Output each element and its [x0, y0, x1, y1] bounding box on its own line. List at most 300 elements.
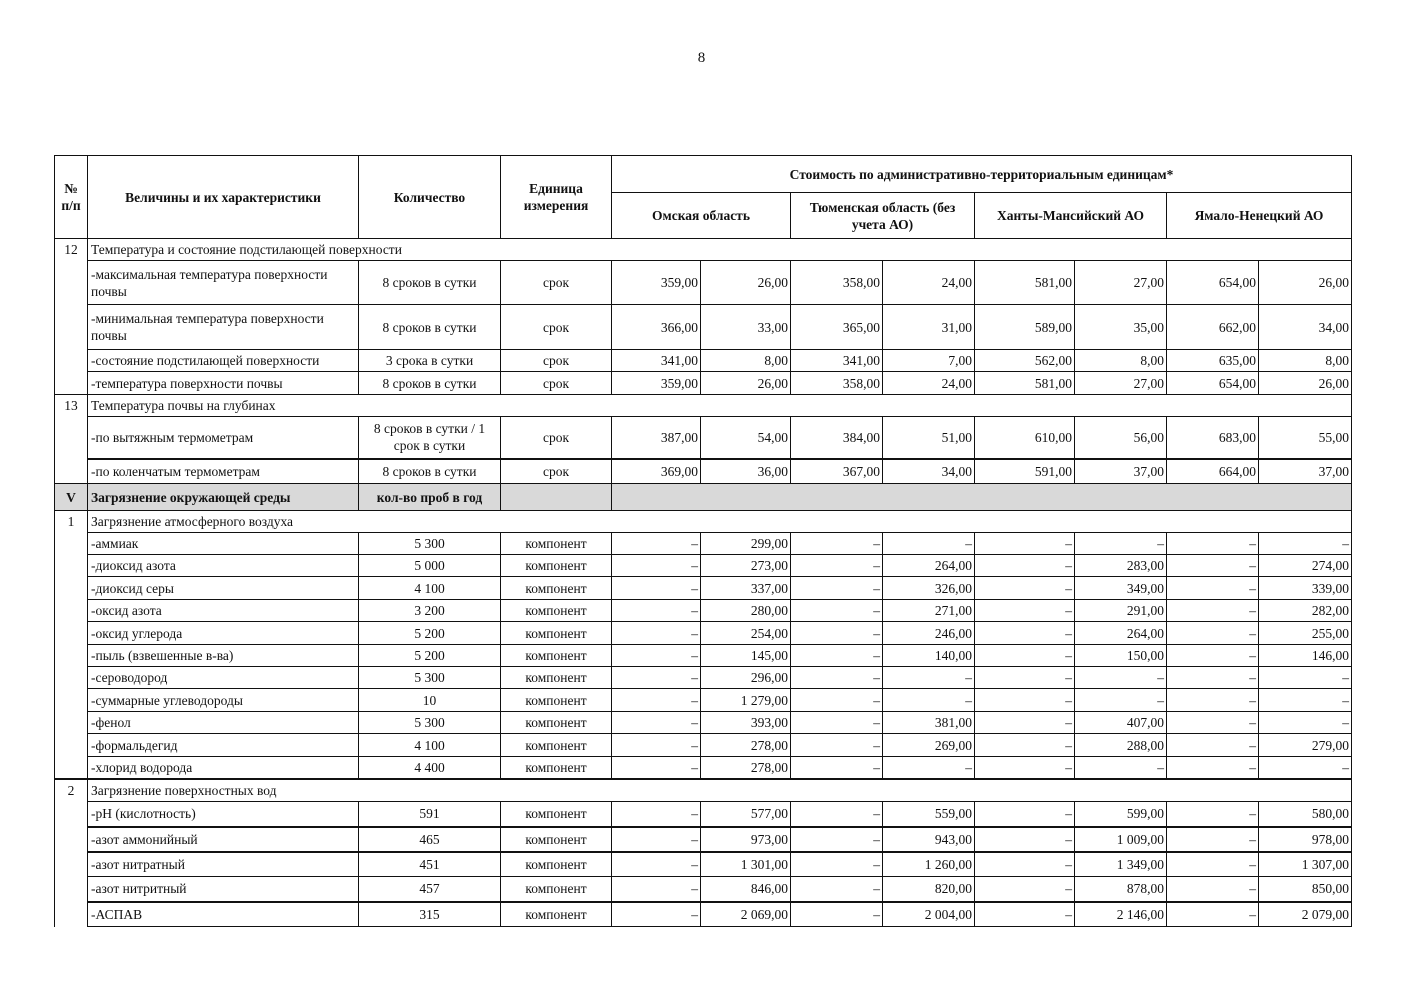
- cost-value: 282,00: [1259, 600, 1352, 622]
- table-row: [55, 757, 1352, 779]
- cost-value: 610,00: [975, 417, 1075, 459]
- unit: компонент: [501, 802, 612, 827]
- cost-value: 150,00: [1075, 645, 1167, 667]
- header-name: Величины и их характеристики: [88, 156, 359, 239]
- cost-value: 34,00: [1259, 305, 1352, 350]
- number-cell-empty: [55, 734, 88, 757]
- cost-value: 51,00: [883, 417, 975, 459]
- cost-value: 274,00: [1259, 555, 1352, 577]
- quantity: 5 300: [359, 667, 501, 689]
- cost-value: –: [791, 712, 883, 734]
- characteristic-name: -диоксид азота: [88, 555, 359, 577]
- cost-value: 973,00: [701, 827, 791, 852]
- cost-value: –: [1167, 802, 1259, 827]
- cost-value: 366,00: [612, 305, 701, 350]
- cost-value: –: [975, 533, 1075, 555]
- number-cell-empty: [55, 577, 88, 600]
- cost-value: –: [791, 577, 883, 600]
- number-cell-empty: [55, 555, 88, 577]
- cost-value: –: [883, 757, 975, 779]
- cost-value: 35,00: [1075, 305, 1167, 350]
- cost-value: –: [1167, 577, 1259, 600]
- table-row: [55, 417, 1352, 459]
- cost-value: 2 069,00: [701, 902, 791, 927]
- unit: компонент: [501, 757, 612, 779]
- cost-value: 288,00: [1075, 734, 1167, 757]
- cost-value: –: [612, 667, 701, 689]
- characteristic-name: -формальдегид: [88, 734, 359, 757]
- cost-value: –: [1259, 689, 1352, 712]
- table-row: [55, 827, 1352, 852]
- cost-value: 1 279,00: [701, 689, 791, 712]
- cost-value: –: [612, 757, 701, 779]
- table-row: [55, 600, 1352, 622]
- cost-value: 850,00: [1259, 877, 1352, 902]
- empty-cell: [612, 484, 1352, 511]
- cost-value: 7,00: [883, 350, 975, 372]
- cost-value: 599,00: [1075, 802, 1167, 827]
- unit: компонент: [501, 600, 612, 622]
- cost-value: 145,00: [701, 645, 791, 667]
- unit: компонент: [501, 902, 612, 927]
- table-row: [55, 877, 1352, 902]
- cost-value: –: [612, 877, 701, 902]
- cost-value: –: [612, 577, 701, 600]
- cost-value: 846,00: [701, 877, 791, 902]
- unit: срок: [501, 305, 612, 350]
- cost-value: –: [975, 712, 1075, 734]
- header-cost-group: Стоимость по административно-территориальным единицам*: [612, 156, 1352, 193]
- cost-value: 341,00: [612, 350, 701, 372]
- cost-value: –: [1259, 533, 1352, 555]
- unit: срок: [501, 372, 612, 395]
- characteristic-name: -диоксид серы: [88, 577, 359, 600]
- quantity: 10: [359, 689, 501, 712]
- quantity: 8 сроков в сутки: [359, 261, 501, 305]
- cost-value: 26,00: [1259, 372, 1352, 395]
- cost-value: –: [1167, 712, 1259, 734]
- cost-value: –: [791, 533, 883, 555]
- number-cell-empty: [55, 802, 88, 827]
- number-cell-empty: [55, 417, 88, 459]
- table-row: [55, 712, 1352, 734]
- table-row: [55, 305, 1352, 350]
- characteristic-name: -максимальная температура поверхности почвы: [88, 261, 359, 305]
- cost-value: –: [1075, 757, 1167, 779]
- number-cell-empty: [55, 533, 88, 555]
- cost-value: 1 301,00: [701, 852, 791, 877]
- cost-value: –: [1167, 600, 1259, 622]
- characteristic-name: -по коленчатым термометрам: [88, 459, 359, 484]
- number-cell-empty: [55, 667, 88, 689]
- cost-value: –: [612, 852, 701, 877]
- cost-value: –: [975, 852, 1075, 877]
- characteristic-name: -по вытяжным термометрам: [88, 417, 359, 459]
- unit: срок: [501, 261, 612, 305]
- quantity: 457: [359, 877, 501, 902]
- cost-value: –: [1167, 877, 1259, 902]
- header-region-khmao: Ханты-Мансийский АО: [975, 193, 1167, 239]
- quantity: 4 100: [359, 577, 501, 600]
- cost-value: 943,00: [883, 827, 975, 852]
- cost-value: 381,00: [883, 712, 975, 734]
- cost-value: –: [1167, 852, 1259, 877]
- cost-value: –: [612, 645, 701, 667]
- cost-value: 2 004,00: [883, 902, 975, 927]
- table-row: [55, 802, 1352, 827]
- characteristic-name: -оксид азота: [88, 600, 359, 622]
- cost-value: 56,00: [1075, 417, 1167, 459]
- table-row: [55, 645, 1352, 667]
- cost-value: 271,00: [883, 600, 975, 622]
- section-row-sV: [55, 484, 1352, 511]
- characteristic-name: -азот аммонийный: [88, 827, 359, 852]
- cost-value: 878,00: [1075, 877, 1167, 902]
- cost-value: –: [791, 902, 883, 927]
- cost-value: 255,00: [1259, 622, 1352, 645]
- number-cell-empty: [55, 757, 88, 779]
- cost-value: 278,00: [701, 757, 791, 779]
- number-cell-empty: [55, 645, 88, 667]
- section-title: Загрязнение поверхностных вод: [88, 779, 1352, 802]
- table-row: [55, 372, 1352, 395]
- table-row: [55, 261, 1352, 305]
- cost-value: 365,00: [791, 305, 883, 350]
- cost-value: 246,00: [883, 622, 975, 645]
- cost-value: 337,00: [701, 577, 791, 600]
- cost-value: –: [975, 734, 1075, 757]
- header-region-omsk: Омская область: [612, 193, 791, 239]
- cost-value: 978,00: [1259, 827, 1352, 852]
- quantity: 3 200: [359, 600, 501, 622]
- quantity: 8 сроков в сутки: [359, 305, 501, 350]
- cost-value: 387,00: [612, 417, 701, 459]
- number-cell-empty: [55, 712, 88, 734]
- cost-value: –: [1167, 689, 1259, 712]
- table-row: [55, 350, 1352, 372]
- unit: срок: [501, 417, 612, 459]
- table-row: [55, 902, 1352, 927]
- cost-value: 577,00: [701, 802, 791, 827]
- number-cell-empty: [55, 305, 88, 350]
- number-cell-empty: [55, 827, 88, 852]
- cost-value: –: [975, 645, 1075, 667]
- cost-value: 299,00: [701, 533, 791, 555]
- cost-value: –: [1259, 757, 1352, 779]
- cost-value: 278,00: [701, 734, 791, 757]
- number-cell-empty: [55, 852, 88, 877]
- cost-value: –: [791, 622, 883, 645]
- cost-value: 1 009,00: [1075, 827, 1167, 852]
- section-row-s12: [55, 239, 1352, 261]
- cost-value: –: [1167, 734, 1259, 757]
- cost-value: –: [791, 689, 883, 712]
- cost-value: –: [791, 802, 883, 827]
- cost-value: –: [883, 689, 975, 712]
- characteristic-name: -состояние подстилающей поверхности: [88, 350, 359, 372]
- section-title: Температура почвы на глубинах: [88, 395, 1352, 417]
- quantity: 465: [359, 827, 501, 852]
- unit: компонент: [501, 877, 612, 902]
- cost-value: 2 146,00: [1075, 902, 1167, 927]
- cost-value: 31,00: [883, 305, 975, 350]
- table-row: [55, 533, 1352, 555]
- cost-value: 24,00: [883, 372, 975, 395]
- cost-value: 8,00: [701, 350, 791, 372]
- cost-value: –: [791, 555, 883, 577]
- section-number: 1: [55, 511, 88, 533]
- cost-value: 264,00: [883, 555, 975, 577]
- cost-value: 559,00: [883, 802, 975, 827]
- table-row: [55, 734, 1352, 757]
- cost-value: –: [975, 827, 1075, 852]
- cost-value: –: [975, 802, 1075, 827]
- cost-value: 140,00: [883, 645, 975, 667]
- cost-value: 326,00: [883, 577, 975, 600]
- cost-value: 359,00: [612, 372, 701, 395]
- cost-value: 54,00: [701, 417, 791, 459]
- number-cell-empty: [55, 622, 88, 645]
- header-region-tyumen: Тюменская область (без учета АО): [791, 193, 975, 239]
- unit: срок: [501, 459, 612, 484]
- cost-value: –: [975, 689, 1075, 712]
- table-row: [55, 459, 1352, 484]
- characteristic-name: -азот нитритный: [88, 877, 359, 902]
- cost-value: 37,00: [1075, 459, 1167, 484]
- cost-value: 369,00: [612, 459, 701, 484]
- section-number: 13: [55, 395, 88, 417]
- page-number: 8: [697, 50, 706, 66]
- cost-value: 291,00: [1075, 600, 1167, 622]
- unit: компонент: [501, 712, 612, 734]
- quantity: 5 200: [359, 645, 501, 667]
- characteristic-name: -хлорид водорода: [88, 757, 359, 779]
- cost-value: –: [612, 533, 701, 555]
- quantity: 4 400: [359, 757, 501, 779]
- section-row-s1: [55, 511, 1352, 533]
- section-title: Температура и состояние подстилающей поверхности: [88, 239, 1352, 261]
- unit: компонент: [501, 533, 612, 555]
- cost-value: –: [975, 622, 1075, 645]
- unit: компонент: [501, 555, 612, 577]
- cost-value: 146,00: [1259, 645, 1352, 667]
- cost-value: 358,00: [791, 261, 883, 305]
- number-cell-empty: [55, 600, 88, 622]
- cost-value: –: [975, 667, 1075, 689]
- section-number: 12: [55, 239, 88, 261]
- cost-value: –: [1259, 667, 1352, 689]
- cost-value: –: [883, 667, 975, 689]
- cost-value: 662,00: [1167, 305, 1259, 350]
- cost-value: –: [1075, 533, 1167, 555]
- quantity: 8 сроков в сутки: [359, 372, 501, 395]
- cost-value: –: [791, 852, 883, 877]
- table-row: [55, 555, 1352, 577]
- cost-value: 393,00: [701, 712, 791, 734]
- cost-value: 24,00: [883, 261, 975, 305]
- cost-value: 359,00: [612, 261, 701, 305]
- cost-value: 37,00: [1259, 459, 1352, 484]
- section-title: Загрязнение атмосферного воздуха: [88, 511, 1352, 533]
- cost-value: –: [612, 734, 701, 757]
- cost-value: 562,00: [975, 350, 1075, 372]
- cost-value: –: [1167, 667, 1259, 689]
- cost-value: 664,00: [1167, 459, 1259, 484]
- cost-value: –: [975, 577, 1075, 600]
- header-qty: Количество: [359, 156, 501, 239]
- cost-value: 367,00: [791, 459, 883, 484]
- cost-value: 296,00: [701, 667, 791, 689]
- cost-value: 1 260,00: [883, 852, 975, 877]
- cost-value: –: [1259, 712, 1352, 734]
- cost-value: –: [1167, 622, 1259, 645]
- cost-value: 264,00: [1075, 622, 1167, 645]
- section-title: Загрязнение окружающей среды: [88, 484, 359, 511]
- cost-value: 269,00: [883, 734, 975, 757]
- table-row: [55, 622, 1352, 645]
- cost-value: –: [1167, 533, 1259, 555]
- cost-value: –: [612, 689, 701, 712]
- cost-value: 580,00: [1259, 802, 1352, 827]
- cost-value: 654,00: [1167, 261, 1259, 305]
- characteristic-name: -фенол: [88, 712, 359, 734]
- cost-value: –: [1167, 555, 1259, 577]
- cost-value: –: [791, 667, 883, 689]
- characteristic-name: -сероводород: [88, 667, 359, 689]
- header-num: № п/п: [55, 156, 88, 239]
- cost-value: –: [791, 734, 883, 757]
- quantity: 8 сроков в сутки: [359, 459, 501, 484]
- table-row: [55, 577, 1352, 600]
- cost-value: 683,00: [1167, 417, 1259, 459]
- cost-value: –: [883, 533, 975, 555]
- cost-value: 589,00: [975, 305, 1075, 350]
- table-row: [55, 667, 1352, 689]
- cost-value: –: [975, 555, 1075, 577]
- cost-value: –: [1167, 757, 1259, 779]
- cost-value: –: [791, 827, 883, 852]
- cost-value: 27,00: [1075, 261, 1167, 305]
- cost-value: 273,00: [701, 555, 791, 577]
- cost-value: 27,00: [1075, 372, 1167, 395]
- cost-value: 26,00: [701, 372, 791, 395]
- section-qty-label: кол-во проб в год: [359, 484, 501, 511]
- quantity: 5 300: [359, 533, 501, 555]
- characteristic-name: -азот нитратный: [88, 852, 359, 877]
- cost-value: 279,00: [1259, 734, 1352, 757]
- cost-value: 581,00: [975, 372, 1075, 395]
- unit: компонент: [501, 734, 612, 757]
- characteristic-name: -АСПАВ: [88, 902, 359, 927]
- empty-cell: [501, 484, 612, 511]
- characteristic-name: -пыль (взвешенные в-ва): [88, 645, 359, 667]
- unit: компонент: [501, 827, 612, 852]
- unit: компонент: [501, 577, 612, 600]
- cost-value: –: [791, 645, 883, 667]
- header-region-yanao: Ямало-Ненецкий АО: [1167, 193, 1352, 239]
- cost-value: 341,00: [791, 350, 883, 372]
- cost-value: 8,00: [1259, 350, 1352, 372]
- number-cell-empty: [55, 689, 88, 712]
- cost-value: –: [975, 902, 1075, 927]
- number-cell-empty: [55, 350, 88, 372]
- characteristic-name: -минимальная температура поверхности почвы: [88, 305, 359, 350]
- cost-value: –: [1167, 902, 1259, 927]
- characteristic-name: -оксид углерода: [88, 622, 359, 645]
- cost-value: 36,00: [701, 459, 791, 484]
- cost-value: –: [612, 555, 701, 577]
- cost-value: –: [791, 757, 883, 779]
- unit: компонент: [501, 689, 612, 712]
- cost-value: 8,00: [1075, 350, 1167, 372]
- table-row: [55, 689, 1352, 712]
- cost-value: –: [612, 827, 701, 852]
- cost-value: –: [612, 902, 701, 927]
- cost-value: 2 079,00: [1259, 902, 1352, 927]
- quantity: 5 200: [359, 622, 501, 645]
- cost-value: 26,00: [701, 261, 791, 305]
- cost-value: –: [1075, 689, 1167, 712]
- unit: компонент: [501, 645, 612, 667]
- cost-value: –: [612, 622, 701, 645]
- quantity: 3 срока в сутки: [359, 350, 501, 372]
- quantity: 451: [359, 852, 501, 877]
- cost-value: 358,00: [791, 372, 883, 395]
- cost-value: –: [791, 877, 883, 902]
- quantity: 4 100: [359, 734, 501, 757]
- cost-value: 384,00: [791, 417, 883, 459]
- quantity: 5 300: [359, 712, 501, 734]
- unit: срок: [501, 350, 612, 372]
- number-cell-empty: [55, 902, 88, 927]
- characteristic-name: -аммиак: [88, 533, 359, 555]
- cost-value: –: [612, 802, 701, 827]
- characteristic-name: -pH (кислотность): [88, 802, 359, 827]
- section-number: 2: [55, 779, 88, 802]
- cost-value: 820,00: [883, 877, 975, 902]
- cost-value: –: [612, 712, 701, 734]
- cost-value: 254,00: [701, 622, 791, 645]
- number-cell-empty: [55, 372, 88, 395]
- cost-value: 339,00: [1259, 577, 1352, 600]
- cost-value: 407,00: [1075, 712, 1167, 734]
- cost-value: 55,00: [1259, 417, 1352, 459]
- quantity: 8 сроков в сутки / 1 срок в сутки: [359, 417, 501, 459]
- cost-value: 34,00: [883, 459, 975, 484]
- cost-value: 1 307,00: [1259, 852, 1352, 877]
- cost-value: 654,00: [1167, 372, 1259, 395]
- section-row-s13: [55, 395, 1352, 417]
- table-row: [55, 852, 1352, 877]
- cost-value: –: [1167, 827, 1259, 852]
- unit: компонент: [501, 852, 612, 877]
- cost-value: –: [791, 600, 883, 622]
- cost-value: 33,00: [701, 305, 791, 350]
- unit: компонент: [501, 622, 612, 645]
- cost-value: 635,00: [1167, 350, 1259, 372]
- cost-value: 591,00: [975, 459, 1075, 484]
- cost-value: 581,00: [975, 261, 1075, 305]
- cost-value: –: [975, 757, 1075, 779]
- cost-value: –: [975, 877, 1075, 902]
- cost-value: –: [1075, 667, 1167, 689]
- number-cell-empty: [55, 261, 88, 305]
- characteristic-name: -температура поверхности почвы: [88, 372, 359, 395]
- number-cell-empty: [55, 877, 88, 902]
- unit: компонент: [501, 667, 612, 689]
- cost-value: –: [1167, 645, 1259, 667]
- section-row-s2: [55, 779, 1352, 802]
